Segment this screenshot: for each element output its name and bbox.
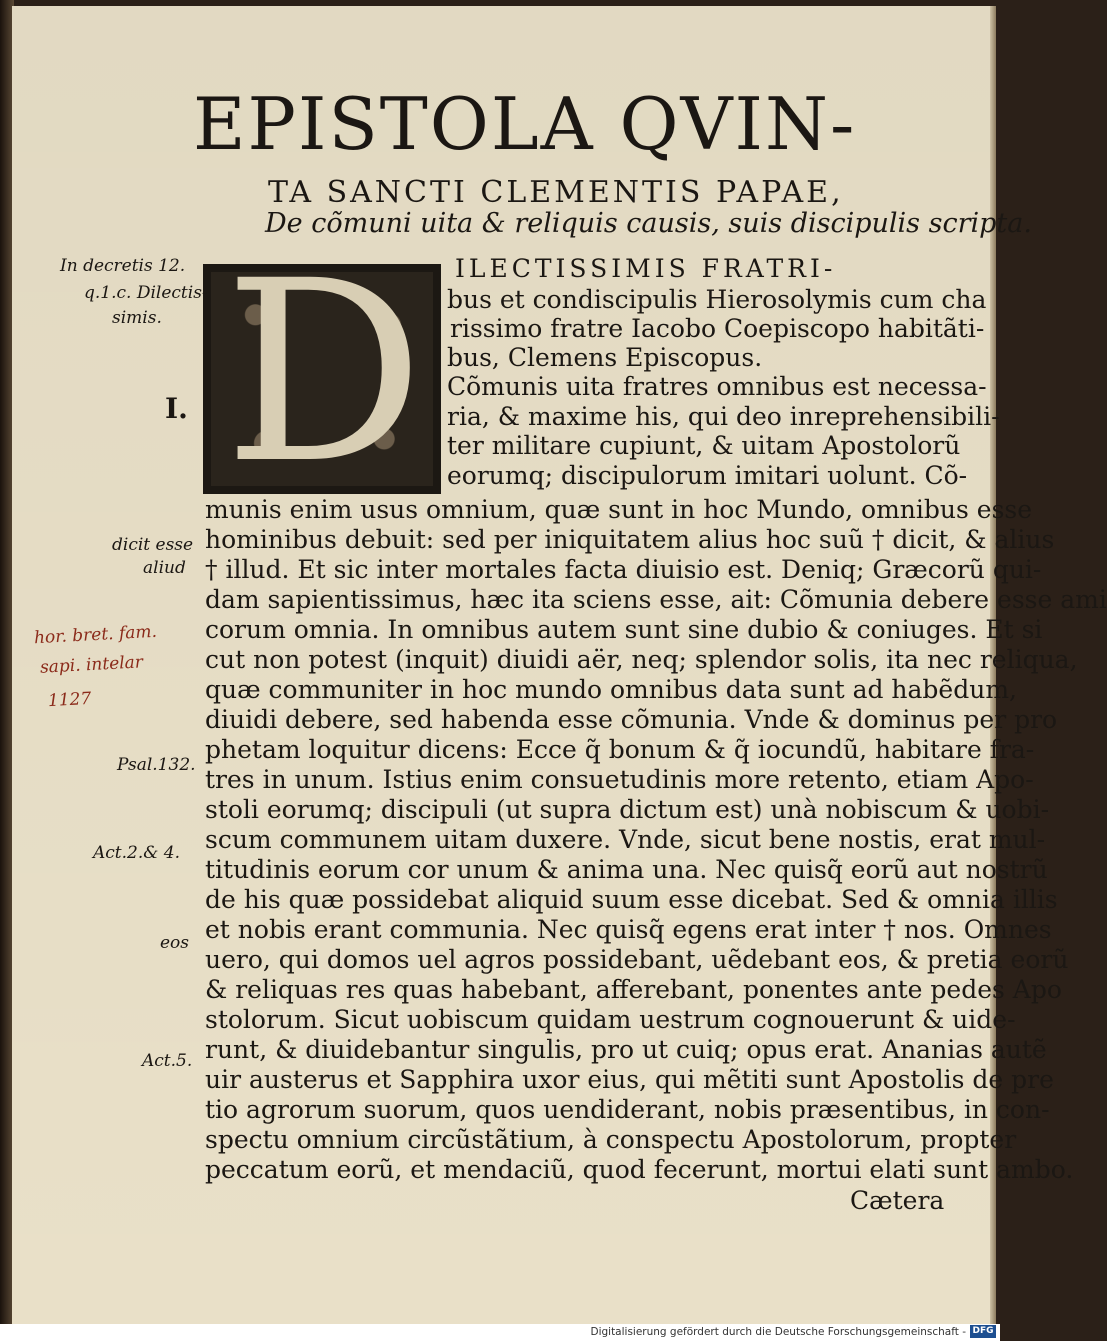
- title-line-3: De cõmuni uita & reliquis causis, suis discipulis scripta.: [265, 208, 1032, 239]
- body-line: tio agrorum suorum, quos uendiderant, nobis præsentibus, in con-: [205, 1095, 1050, 1124]
- handwritten-note: 1127: [47, 688, 92, 712]
- dfg-logo: DFG: [970, 1325, 996, 1338]
- body-line: Cõmunis uita fratres omnibus est necessa-: [447, 372, 987, 401]
- body-line: dam sapientissimus, hæc ita sciens esse, ait: Cõmunia debere esse ami: [205, 585, 1107, 614]
- body-line: uir austerus et Sapphira uxor eius, qui mẽtiti sunt Apostolis de pre: [205, 1065, 1054, 1094]
- body-line: tres in unum. Istius enim consuetudinis more retento, etiam Apo-: [205, 765, 1034, 794]
- catchword: Cætera: [850, 1186, 945, 1215]
- body-line: eorumq; discipulorum imitari uolunt. Cõ-: [447, 461, 968, 490]
- margin-note-variant: eos: [160, 933, 190, 953]
- body-line: & reliquas res quas habebant, afferebant, ponentes ante pedes Apo: [205, 975, 1062, 1004]
- body-line: stoli eorumq; discipuli (ut supra dictum est) unà nobiscum & uobi-: [205, 795, 1050, 824]
- body-line: et nobis erant communia. Nec quisq̃ egens erat inter † nos. Omnes: [205, 915, 1052, 944]
- margin-note-acts: Act.2.& 4.: [93, 843, 181, 863]
- body-line: spectu omnium circũstãtium, à conspectu Apostolorum, propter: [205, 1125, 1017, 1154]
- margin-note-acts: Act.5.: [142, 1051, 193, 1071]
- body-line: uero, qui domos uel agros possidebant, uẽdebant eos, & pretia eorũ: [205, 945, 1069, 974]
- body-line: hominibus debuit: sed per iniquitatem alius hoc suũ † dicit, & alius: [205, 525, 1055, 554]
- handwritten-note: sapi. intelar: [39, 652, 144, 678]
- handwritten-note: hor. bret. fam.: [33, 621, 158, 649]
- body-line: † illud. Et sic inter mortales facta diuisio est. Deniq; Græcorũ qui-: [205, 555, 1042, 584]
- body-line: corum omnia. In omnibus autem sunt sine dubio & coniuges. Et si: [205, 615, 1043, 644]
- margin-note-decretis: q.1.c. Dilectis-: [84, 283, 208, 303]
- margin-note-decretis: simis.: [112, 308, 162, 328]
- margin-note-psalm: Psal.132.: [117, 755, 196, 775]
- body-line: runt, & diuidebantur singulis, pro ut cuiq; opus erat. Ananias autẽ: [205, 1035, 1047, 1064]
- body-line: quæ communiter in hoc mundo omnibus data sunt ad habẽdum,: [205, 675, 1017, 704]
- margin-note-variant: aliud: [143, 558, 186, 578]
- body-line: phetam loquitur dicens: Ecce q̃ bonum & q̃ iocundũ, habitare fra-: [205, 735, 1035, 764]
- body-line: munis enim usus omnium, quæ sunt in hoc Mundo, omnibus esse: [205, 495, 1033, 524]
- body-line: scum communem uitam duxere. Vnde, sicut bene nostis, erat mul-: [205, 825, 1046, 854]
- margin-note-variant: dicit esse: [112, 535, 194, 555]
- body-line: bus, Clemens Episcopus.: [447, 343, 763, 372]
- footer-credit: Digitalisierung gefördert durch die Deutsche Forschungsgemeinschaft -: [590, 1326, 966, 1338]
- body-line: ter militare cupiunt, & uitam Apostolorũ: [447, 431, 961, 460]
- body-line: ILECTISSIMIS FRATRI-: [455, 254, 837, 283]
- body-line: peccatum eorũ, et mendaciũ, quod fecerunt, mortui elati sunt ambo.: [205, 1155, 1074, 1184]
- initial-letter: D: [223, 227, 425, 518]
- title-line-2: TA SANCTI CLEMENTIS PAPAE,: [268, 175, 844, 210]
- body-line: rissimo fratre Iacobo Coepiscopo habitãti-: [450, 314, 985, 343]
- margin-note-decretis: In decretis 12.: [60, 256, 186, 276]
- section-numeral: I.: [165, 392, 188, 425]
- body-line: cut non potest (inquit) diuidi aër, neq; splendor solis, ita nec reliqua,: [205, 645, 1078, 674]
- title-line-1: EPISTOLA QVIN-: [193, 82, 857, 166]
- body-line: stolorum. Sicut uobiscum quidam uestrum cognouerunt & uide-: [205, 1005, 1016, 1034]
- body-line: diuidi debere, sed habenda esse cõmunia. Vnde & dominus per pro: [205, 705, 1058, 734]
- body-line: bus et condiscipulis Hierosolymis cum cha: [447, 285, 987, 314]
- decorated-initial: [203, 227, 441, 518]
- body-line: de his quæ possidebat aliquid suum esse dicebat. Sed & omnia illis: [205, 885, 1058, 914]
- body-line: ria, & maxime his, qui deo inreprehensibili-: [447, 402, 1000, 431]
- body-line: titudinis eorum cor unum & anima una. Nec quisq̃ eorũ aut nostrũ: [205, 855, 1048, 884]
